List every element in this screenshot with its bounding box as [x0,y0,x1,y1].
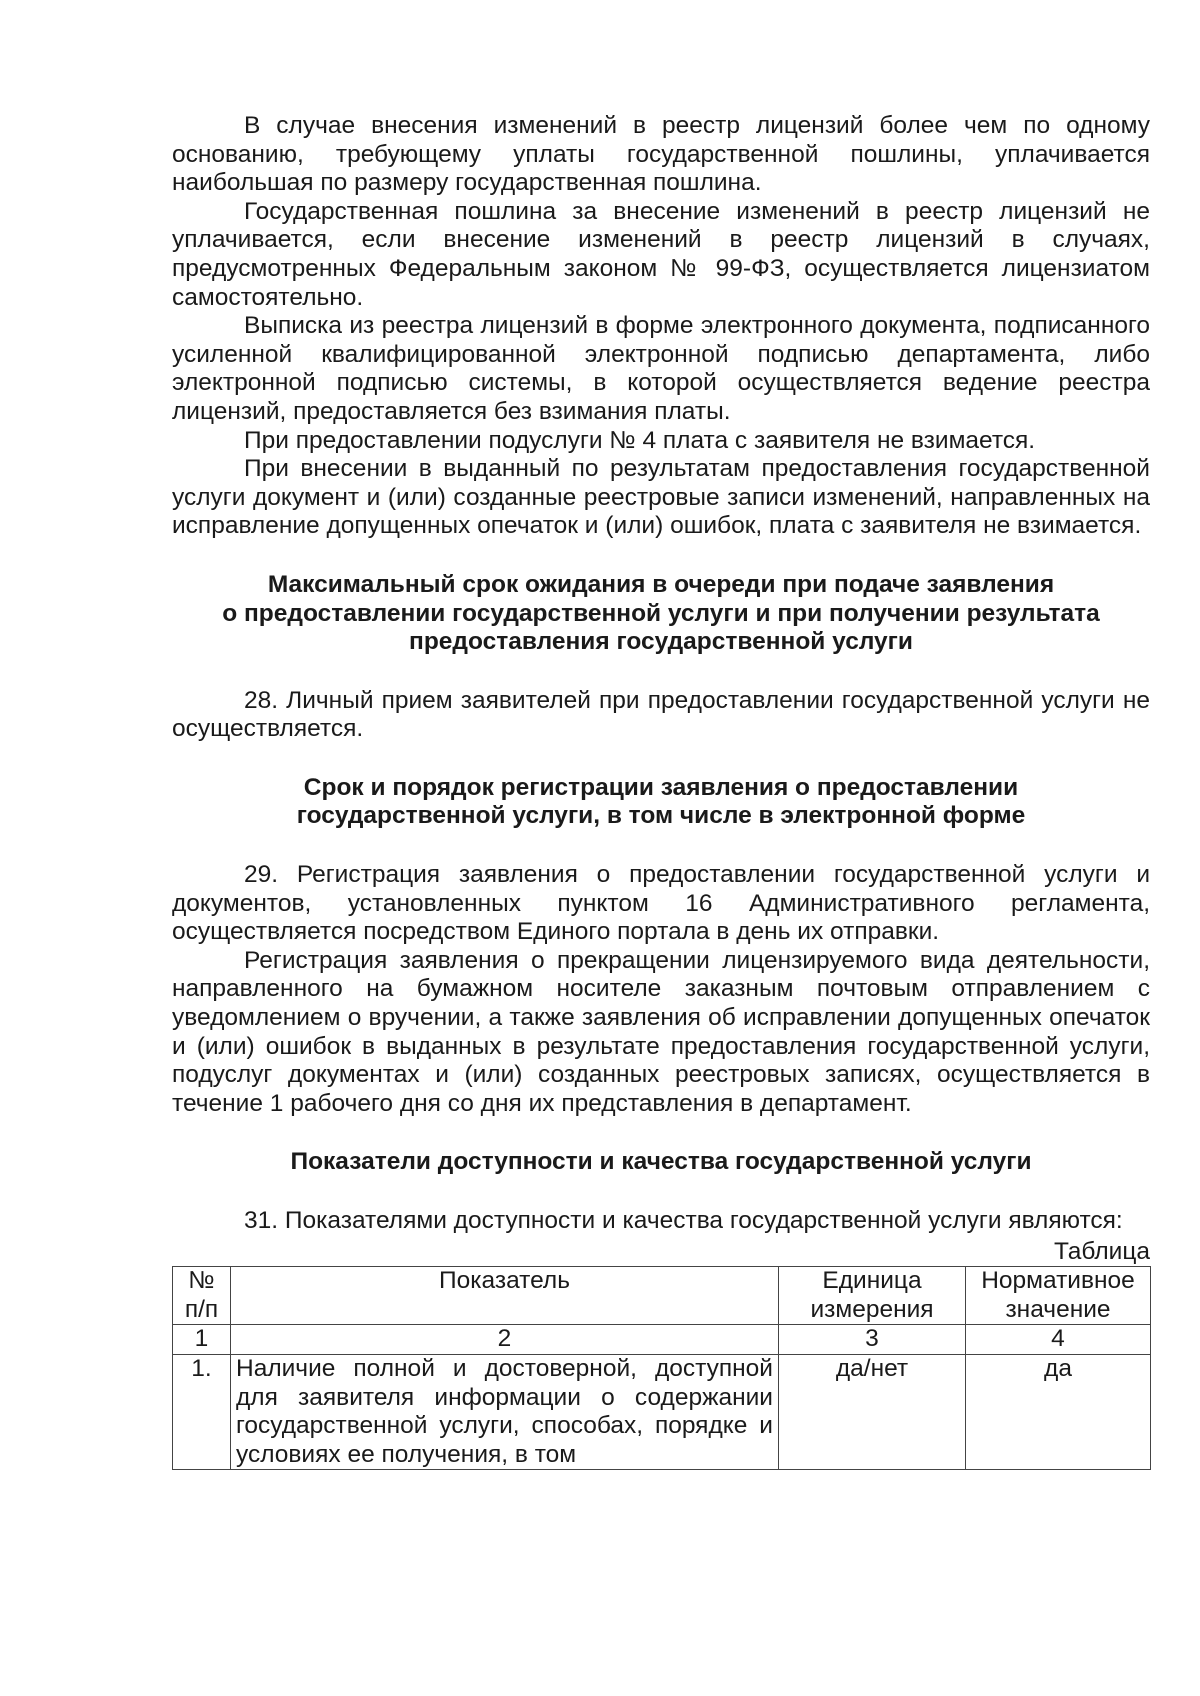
table-row [173,1354,1151,1469]
header-number: № п/п [173,1267,231,1325]
section-heading-indicators: Показатели доступности и качества государственной услуги [290,1148,1032,1176]
table-cell: 3 [779,1325,966,1355]
section-heading-registration [172,774,1150,831]
paragraph-29-continued: Регистрация заявления о прекращении лицензируемого вида деятельности, направленного на бумажном носителе заказным почтовым отправлением с уведомлением о вручении, а также заявления об исправлении допущенных опечаток и (или) ошибок в выданных в результате предоставления государственной услуги, подуслуг документах и (или) созданных реестровых записях, осуществляется в течение 1 рабочего дня со дня их представления в департамент. [172,946,1150,1117]
table-cell-norm: да [966,1354,1151,1469]
paragraph-31: 31. Показателями доступности и качества государственной услуги являются: [244,1207,1123,1234]
table-cell: 4 [966,1325,1151,1355]
heading-line: предоставления государственной услуги [409,628,913,656]
table-cell-indicator: Наличие полной и достоверной, доступной для заявителя информации о содержании государственной услуги, способах, порядке и условиях ее получения, в том [231,1354,779,1469]
header-indicator: Показатель [231,1267,779,1325]
paragraph-29: 29. Регистрация заявления о предоставлении государственной услуги и документов, установленных пунктом 16 Административного регламента, осуществляется посредством Единого портала в день их отправки. [172,861,1150,946]
indicators-table [172,1266,1151,1470]
document-page [172,112,1150,1470]
heading-line: государственной услуги, в том числе в электронной форме [296,802,1026,830]
header-unit: Единица измерения [779,1267,966,1325]
paragraph: При предоставлении подуслуги № 4 плата с заявителя не взимается. [244,426,1036,454]
paragraph: Выписка из реестра лицензий в форме электронного документа, подписанного усиленной квалифицированной электронной подписью департамента, либо электронной подписью системы, в которой осуществляется ведение реестра лицензий, предоставляется без взимания платы. [172,312,1150,425]
header-norm: Нормативное значение [966,1267,1151,1325]
heading-line: о предоставлении государственной услуги и при получении результата [222,599,1100,627]
table-caption: Таблица [1053,1237,1150,1265]
table-index-row [173,1325,1151,1355]
table-cell: 1 [173,1325,231,1355]
table-header-row [173,1267,1151,1325]
paragraph: В случае внесения изменений в реестр лицензий более чем по одному основанию, требующему уплаты государственной пошлины, уплачивается наибольшая по размеру государственная пошлина. [172,112,1150,197]
heading-line: Срок и порядок регистрации заявления о предоставлении [303,773,1019,801]
table-cell-unit: да/нет [779,1354,966,1469]
paragraph: Государственная пошлина за внесение изменений в реестр лицензий не уплачивается, если внесение изменений в реестр лицензий в случаях, предусмотренных Федеральным законом № 99-ФЗ, осуществляется лицензиатом самостоятельно. [172,197,1150,311]
paragraph: При внесении в выданный по результатам предоставления государственной услуги документ и (или) созданные реестровые записи изменений, направленных на исправление допущенных опечаток и (или) ошибок, плата с заявителя не взимается. [172,455,1150,540]
table-cell: 2 [231,1325,779,1355]
heading-line: Максимальный срок ожидания в очереди при подаче заявления [267,570,1055,598]
paragraph-28: 28. Личный прием заявителей при предоставлении государственной услуги не осуществляется. [172,686,1150,743]
table-cell-number: 1. [173,1354,231,1469]
section-heading-queue [172,571,1150,657]
